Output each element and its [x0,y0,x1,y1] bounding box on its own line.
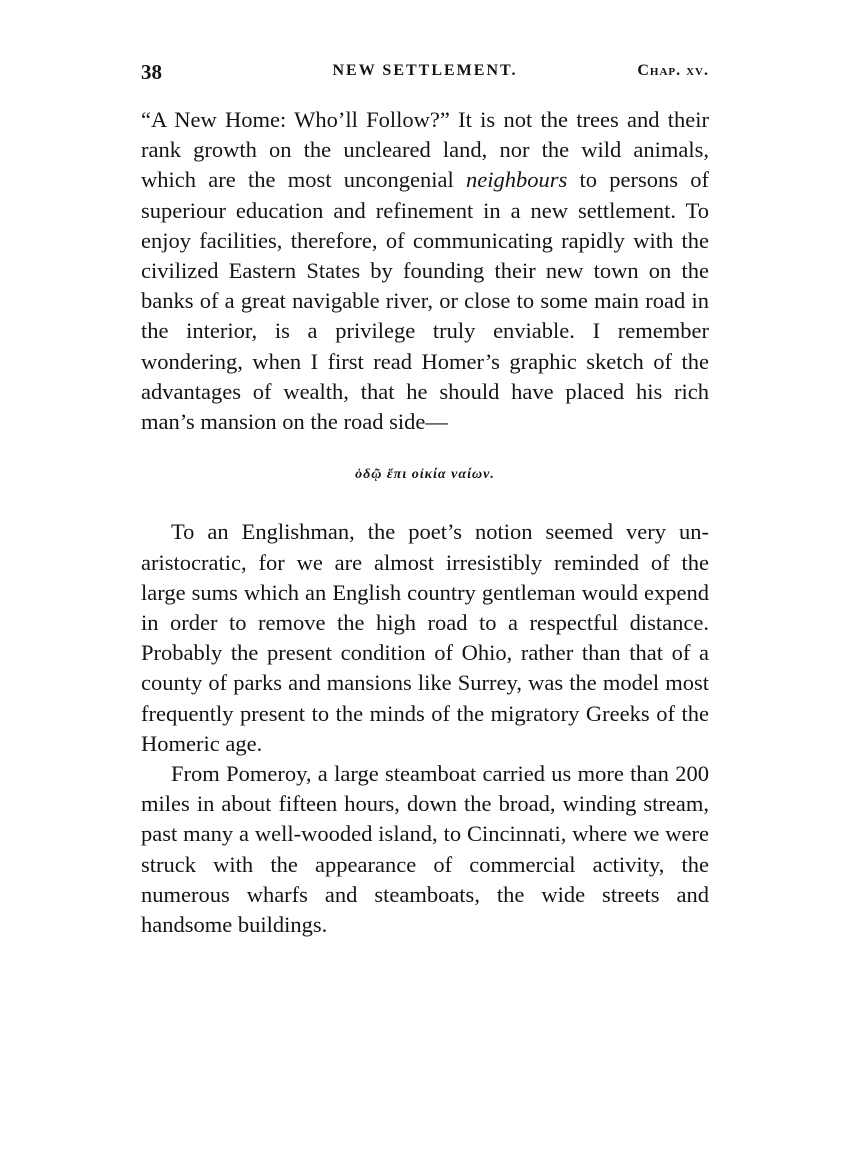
paragraph-1-emphasis: neighbours [465,167,568,193]
chapter-label: Chap. xv. [637,62,709,79]
running-title: NEW SETTLEMENT. [332,62,518,79]
paragraph-1-text-b: to persons of superiour education and refinement in a new settlement. To enjoy facilities, therefore, of communicating rapidly with the civilized Eastern States by founding their new town on the banks of a great navigable river, or close to some main road in the interior, is a privilege truly enviable. I remember wondering, when I first read Homer’s graphic sketch of the advantages of wealth, that he should have placed his rich man’s mansion on the road side— [141,167,709,435]
page-number: 38 [141,60,162,84]
running-header [141,60,709,90]
greek-quotation: ὁδῷ ἔπι οἰκία ναίων. [355,467,495,483]
body-text [141,105,709,940]
paragraph-2: To an Englishman, the poet’s notion seemed very un-aristocratic, for we are almost irresistibly reminded of the large sums which an English country gentleman would expend in order to remove the high road to a respectful distance. Probably the present condition of Ohio, rather than that of a county of parks and mansions like Surrey, was the model most frequently present to the minds of the migratory Greeks of the Homeric age. [141,519,709,756]
paragraph-3: From Pomeroy, a large steamboat carried us more than 200 miles in about fifteen hours, down the broad, winding stream, past many a well-wooded island, to Cincinnati, where we were struck with the appearance of commercial activity, the numerous wharfs and steamboats, the wide streets and handsome buildings. [141,761,709,938]
paragraph-1 [141,105,709,437]
paragraph-1-text-a: “A New Home: Who’ll Follow?” It is not the trees and their rank growth on the uncleared land, nor the wild animals, which are the most uncongenial [141,107,709,193]
